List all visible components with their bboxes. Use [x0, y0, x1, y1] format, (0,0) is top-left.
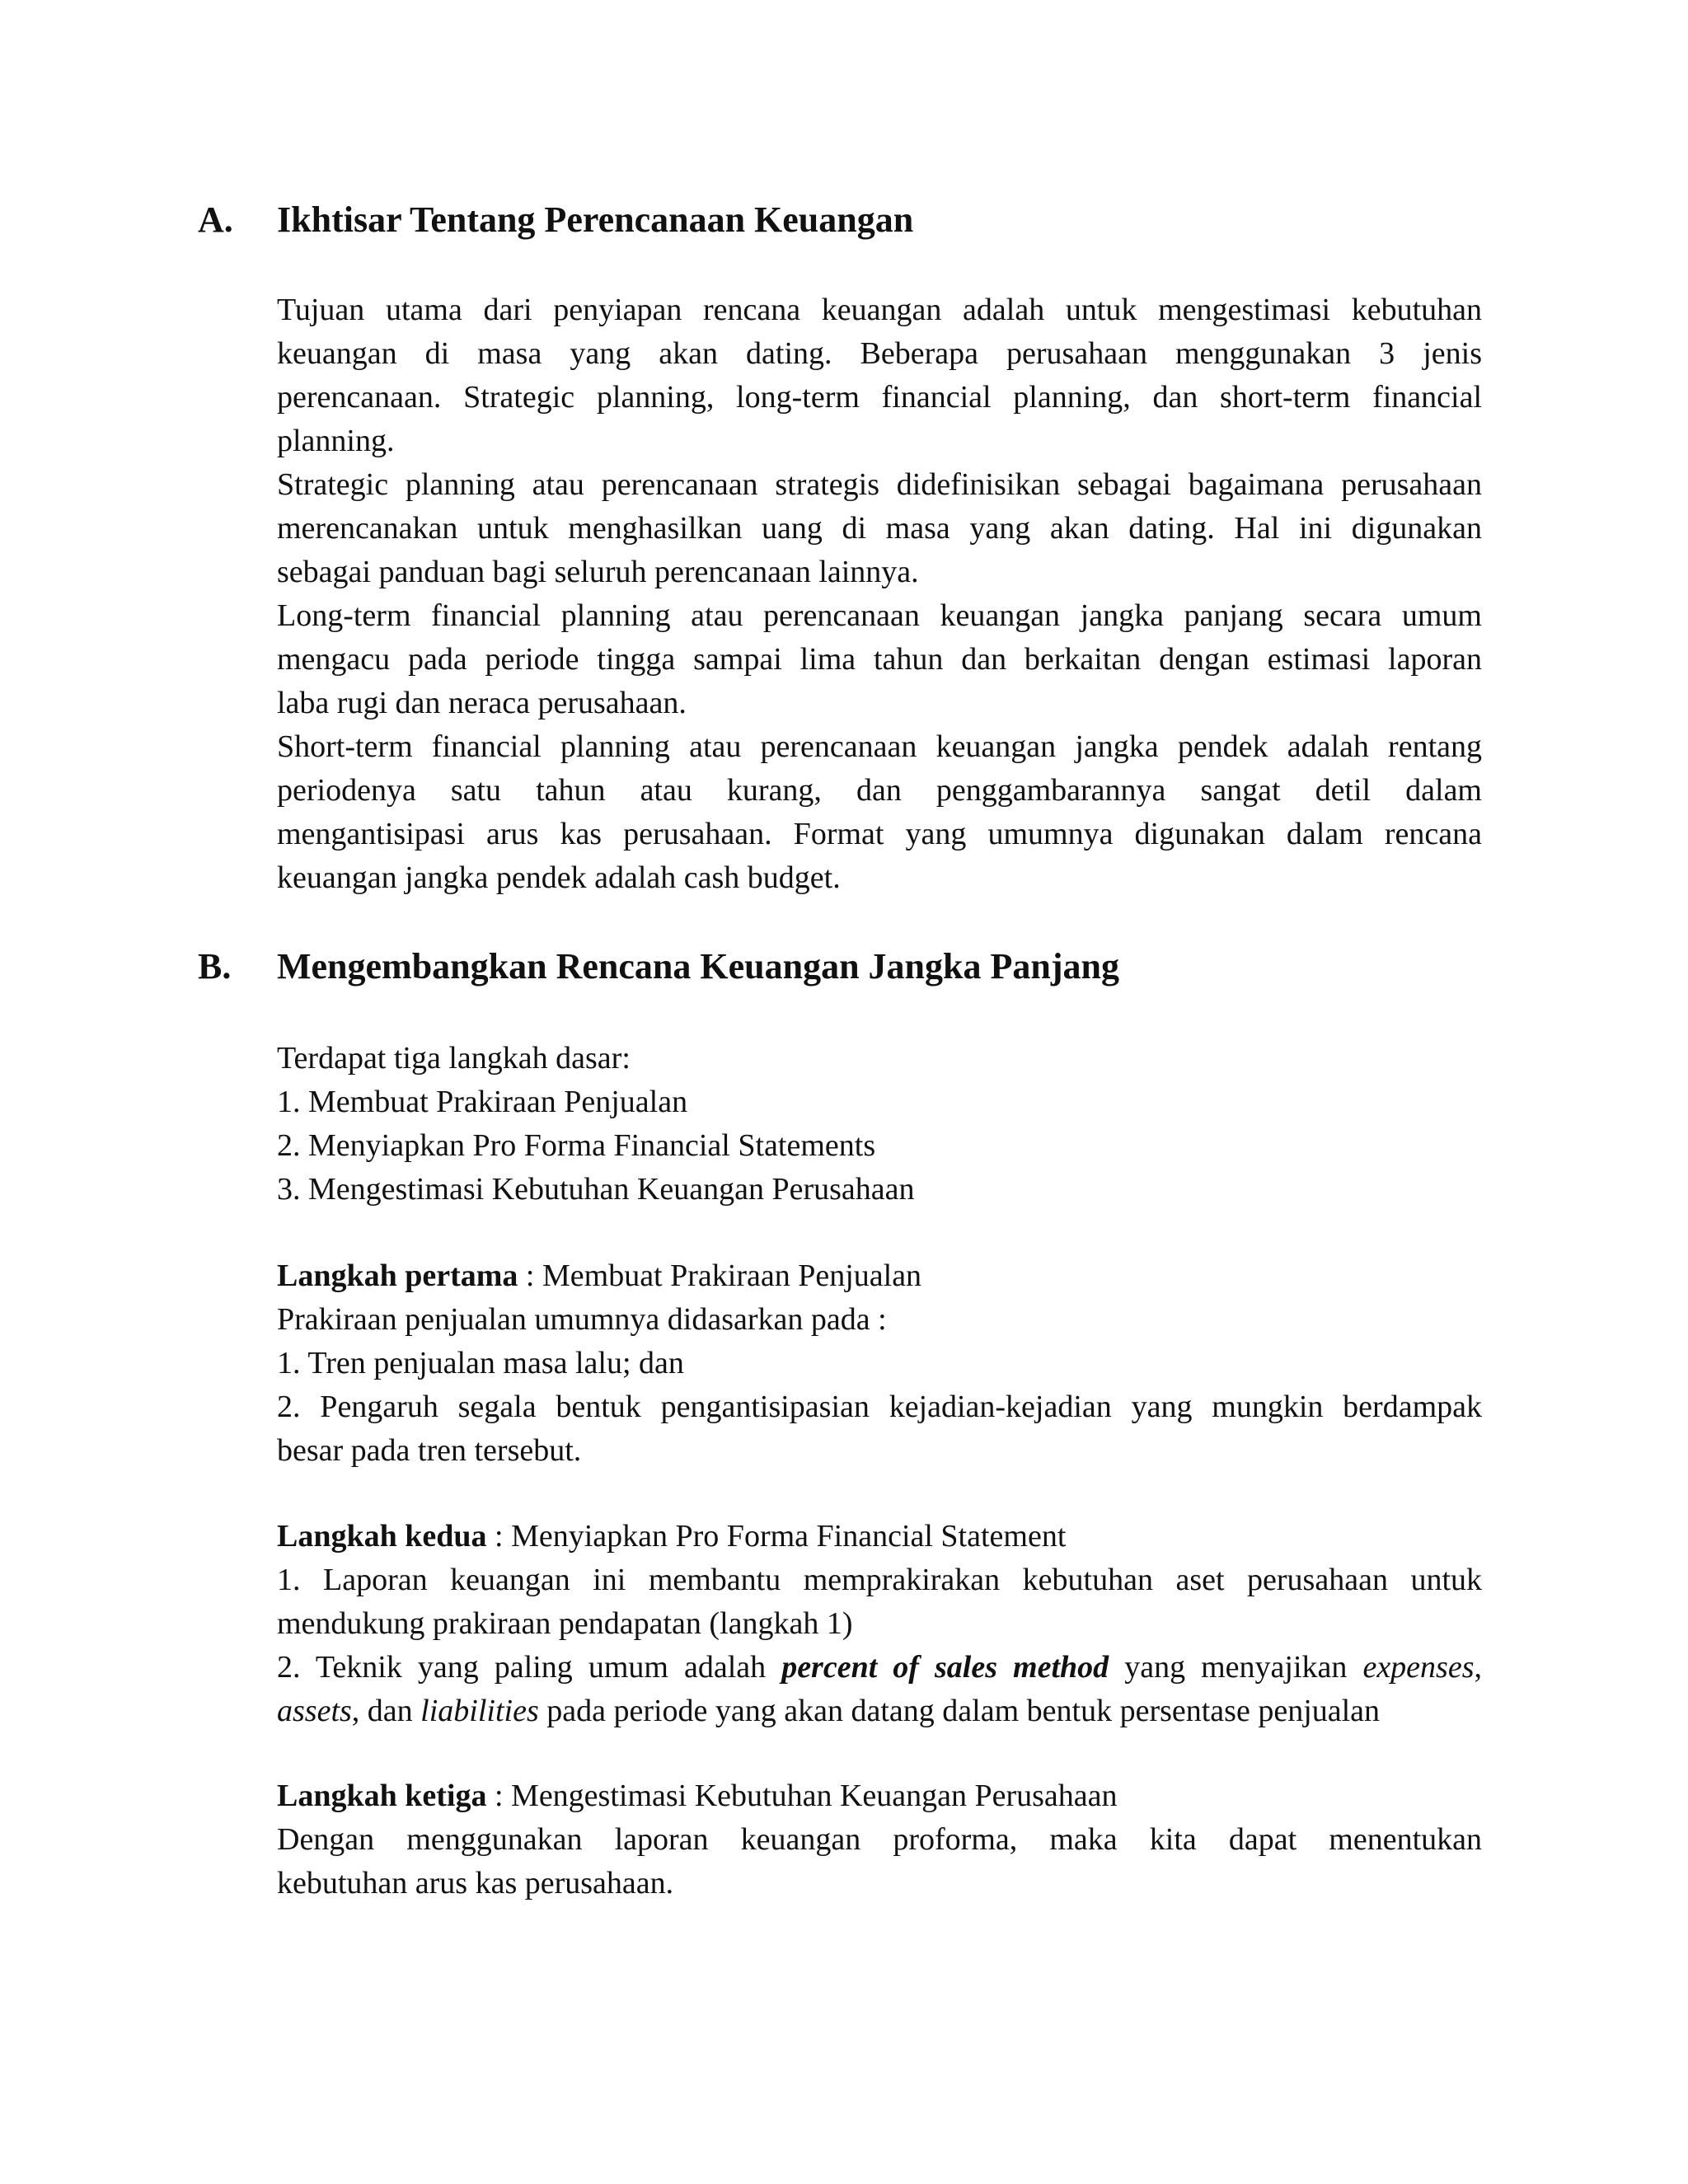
liabilities-term: liabilities	[420, 1694, 539, 1728]
text-line: Long-term financial planning atau perencanaan keuangan jangka panjang secara umum	[277, 598, 1482, 633]
step3-title: : Mengestimasi Kebutuhan Keuangan Perusahaan	[486, 1779, 1118, 1813]
steps-intro: Terdapat tiga langkah dasar:	[277, 1041, 631, 1076]
section-a-heading	[198, 195, 913, 245]
text-fragment: yang menyajikan	[1109, 1650, 1363, 1685]
text-line: Short-term financial planning atau perencanaan keuangan jangka pendek adalah rentang	[277, 729, 1482, 764]
step1-item-1: 1. Tren penjualan masa lalu; dan	[277, 1346, 684, 1380]
section-a-title: Ikhtisar Tentang Perencanaan Keuangan	[277, 199, 914, 240]
step1-intro: Prakiraan penjualan umumnya didasarkan pada :	[277, 1302, 887, 1337]
section-a-paragraph-4	[277, 725, 1482, 900]
percent-of-sales-method: percent of sales method	[781, 1650, 1109, 1685]
step1-title: : Membuat Prakiraan Penjualan	[518, 1258, 922, 1293]
section-b-heading	[198, 942, 1119, 991]
text-fragment: 2. Teknik yang paling umum adalah	[277, 1650, 782, 1685]
step3-label: Langkah ketiga	[277, 1779, 487, 1813]
text-line	[277, 1690, 1482, 1733]
step3-text	[277, 1818, 1482, 1905]
text-line: Dengan menggunakan laporan keuangan proforma, maka kita dapat menentukan	[277, 1822, 1482, 1857]
text-line: besar pada tren tersebut.	[277, 1433, 582, 1468]
text-line: mengantisipasi arus kas perusahaan. Format yang umumnya digunakan dalam rencana	[277, 817, 1482, 851]
assets-term: assets	[277, 1694, 352, 1728]
text-line: Tujuan utama dari penyiapan rencana keuangan adalah untuk mengestimasi kebutuhan	[277, 293, 1482, 327]
step2-item-2	[277, 1646, 1482, 1733]
step2-heading	[277, 1515, 1482, 1558]
section-a-paragraph-3	[277, 594, 1482, 725]
text-line: sebagai panduan bagi seluruh perencanaan lainnya.	[277, 555, 919, 589]
text-line: periodenya satu tahun atau kurang, dan penggambarannya sangat detil dalam	[277, 773, 1482, 808]
text-fragment: pada periode yang akan datang dalam bentuk persentase penjualan	[538, 1694, 1381, 1728]
step1-item-2	[277, 1385, 1482, 1473]
text-line	[277, 1646, 1482, 1690]
text-fragment: ,	[1474, 1650, 1482, 1685]
step-list-item-2: 2. Menyiapkan Pro Forma Financial Statements	[277, 1128, 876, 1163]
step1-heading	[277, 1254, 1482, 1298]
text-line: mengacu pada periode tingga sampai lima tahun dan berkaitan dengan estimasi laporan	[277, 642, 1482, 677]
step3-heading	[277, 1774, 1482, 1818]
text-line: merencanakan untuk menghasilkan uang di masa yang akan dating. Hal ini digunakan	[277, 511, 1482, 546]
step-list-item-3: 3. Mengestimasi Kebutuhan Keuangan Perusahaan	[277, 1172, 915, 1207]
step-list-item-1: 1. Membuat Prakiraan Penjualan	[277, 1085, 688, 1119]
section-b-letter: B.	[198, 946, 232, 987]
text-line: mendukung prakiraan pendapatan (langkah 1)	[277, 1606, 853, 1641]
expenses-term: expenses	[1362, 1650, 1475, 1685]
step2-label: Langkah kedua	[277, 1519, 487, 1554]
section-a-letter: A.	[198, 199, 233, 240]
step1-label: Langkah pertama	[277, 1258, 518, 1293]
section-b-title: Mengembangkan Rencana Keuangan Jangka Panjang	[277, 946, 1119, 987]
text-line: keuangan jangka pendek adalah cash budget.	[277, 860, 841, 895]
step2-item-1	[277, 1558, 1482, 1646]
text-fragment: , dan	[351, 1694, 421, 1728]
text-line: planning.	[277, 424, 395, 458]
text-line: Strategic planning atau perencanaan strategis didefinisikan sebagai bagaimana perusahaan	[277, 467, 1482, 502]
text-line: 1. Laporan keuangan ini membantu memprakirakan kebutuhan aset perusahaan untuk	[277, 1563, 1482, 1597]
text-line: perencanaan. Strategic planning, long-term financial planning, dan short-term financial	[277, 380, 1482, 415]
section-a-paragraph-2	[277, 463, 1482, 594]
text-line: kebutuhan arus kas perusahaan.	[277, 1866, 674, 1900]
text-line: keuangan di masa yang akan dating. Beberapa perusahaan menggunakan 3 jenis	[277, 336, 1482, 371]
step2-title: : Menyiapkan Pro Forma Financial Statement	[486, 1519, 1067, 1554]
section-a-paragraph-1	[277, 288, 1482, 463]
text-line: 2. Pengaruh segala bentuk pengantisipasian kejadian-kejadian yang mungkin berdampak	[277, 1390, 1482, 1424]
text-line: laba rugi dan neraca perusahaan.	[277, 686, 687, 720]
